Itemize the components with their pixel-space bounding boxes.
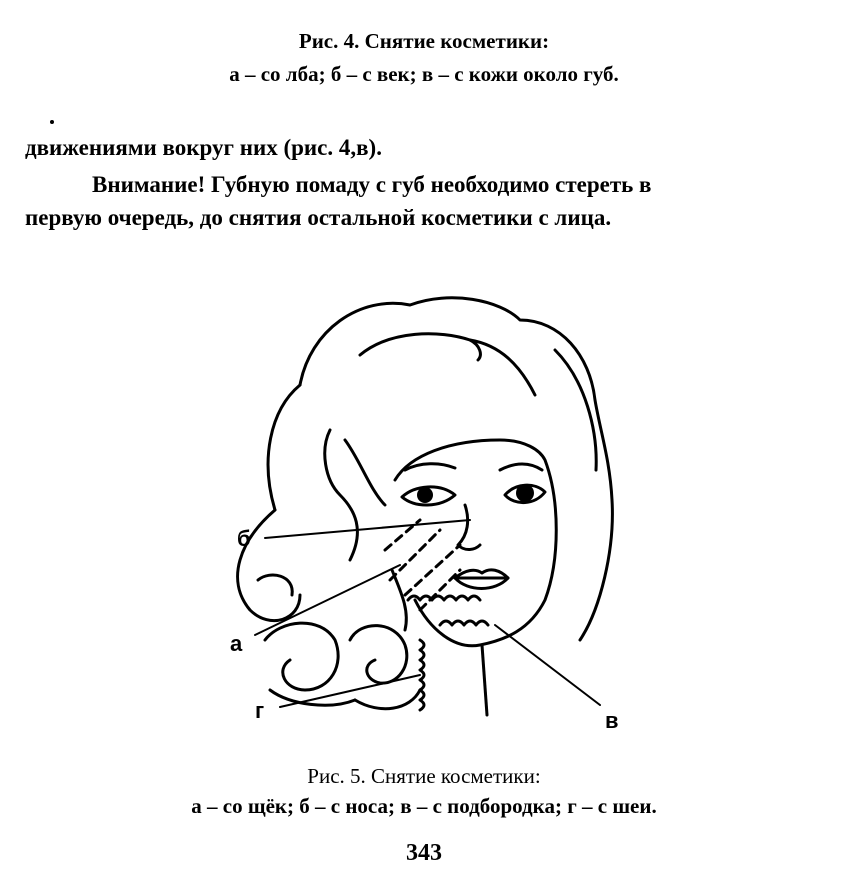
- pupil: [516, 484, 534, 502]
- figure4-caption-title: Рис. 4. Снятие косметики:: [298, 29, 550, 53]
- figure5-caption-title: Рис. 5. Снятие косметики:: [307, 764, 541, 788]
- chin-scallops: [440, 621, 488, 625]
- hair-curl: [355, 690, 420, 709]
- hair-curl: [268, 385, 300, 510]
- hair-outline: [555, 350, 596, 470]
- figure5-label-b: б: [237, 526, 251, 551]
- figure4-caption-description: а – со лба; б – с век; в – с кожи около губ.: [229, 62, 619, 86]
- hair-curl: [345, 440, 385, 505]
- hair-fold: [360, 334, 480, 360]
- stray-dot: [50, 120, 54, 124]
- page-number: 343: [406, 840, 442, 866]
- leader-line-v: [495, 625, 600, 705]
- figure5-label-a: а: [230, 631, 243, 656]
- figure5-label-v: в: [605, 708, 619, 733]
- face-outline: [395, 440, 556, 646]
- body-text-line: первую очередь, до снятия остальной косметики с лица.: [25, 205, 612, 230]
- figure5-label-g: г: [255, 698, 265, 723]
- jaw-scallops: [408, 596, 480, 600]
- body-text-line: Внимание! Губную помаду с губ необходимо стереть в: [92, 172, 652, 197]
- hair-curl: [265, 623, 338, 690]
- hair-curl: [258, 575, 292, 595]
- pupil: [417, 487, 433, 503]
- cheek-arrow: [405, 545, 460, 595]
- figure5-caption-description: а – со щёк; б – с носа; в – с подбородка; г – с шеи.: [191, 794, 657, 818]
- eyebrow: [405, 464, 455, 470]
- eyebrow: [500, 464, 542, 470]
- hair-curl: [392, 570, 406, 630]
- hair-curl: [350, 626, 407, 684]
- body-text-line: движениями вокруг них (рис. 4,в).: [25, 135, 382, 160]
- nose: [458, 505, 480, 550]
- neck-line: [482, 645, 487, 715]
